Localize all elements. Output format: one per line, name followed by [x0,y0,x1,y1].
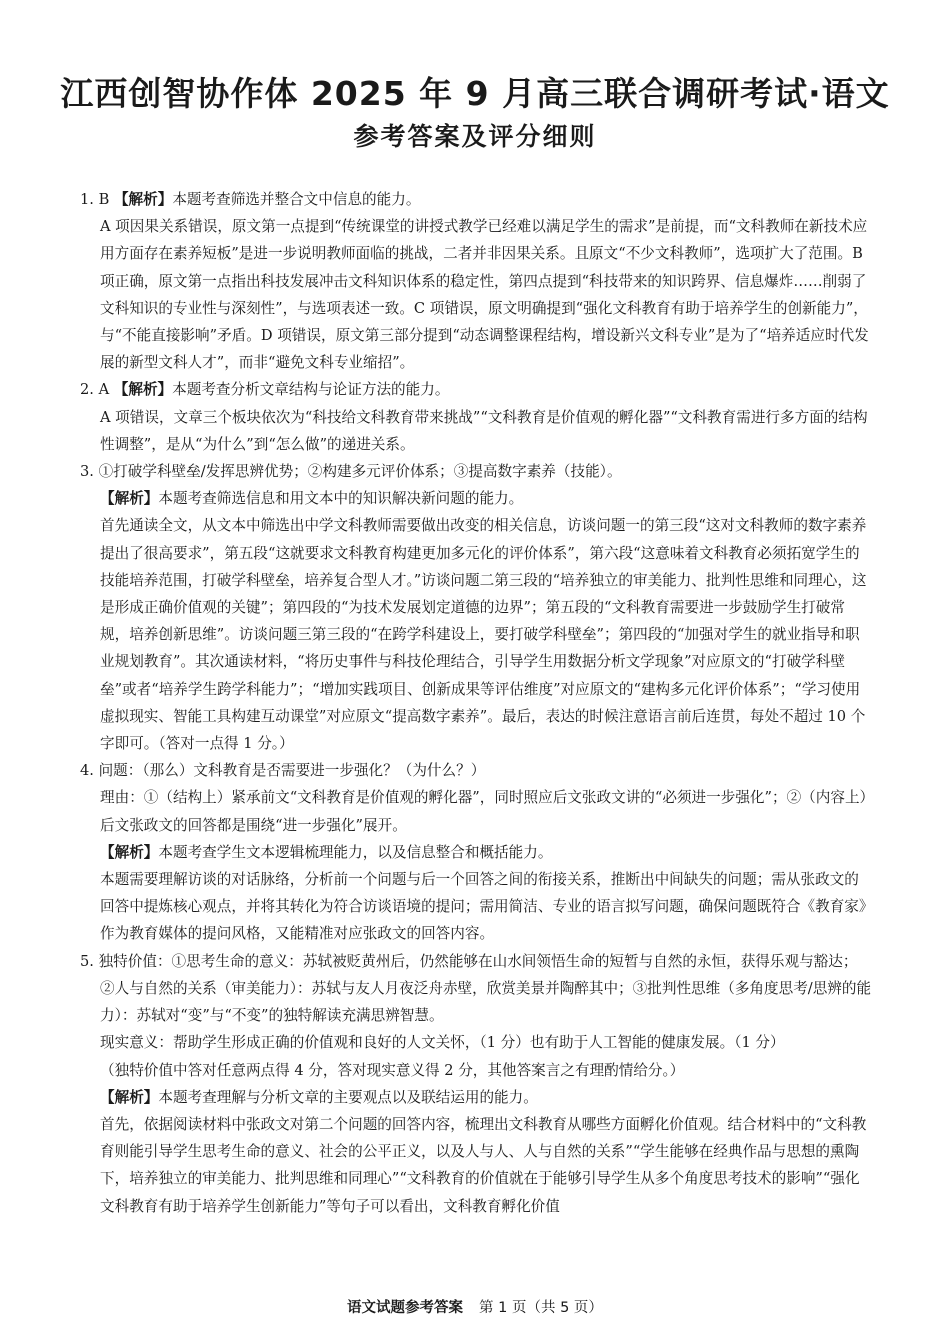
q1-analysis-paragraph: A 项因果关系错误，原文第一点提到“传统课堂的讲授式教学已经难以满足学生的需求”是前提，而“文科教师在新技术应用方面存在素养短板”是进一步说明教师面临的挑战，二者并非因果关系。且原文“不少文科教师”，选项扩大了范围。B 项正确，原文第一点指出科技发展冲击文科知识体系的稳定性，第四点提到“科技带来的知识跨界、信息爆炸……削弱了文科知识的专业性与深刻性”，与选项表述一致。C 项错误，原文明确提到“强化文科教育有助于培养学生的创新能力”，与“不能直接影响”矛盾。D 项错误，原文第三部分提到“动态调整课程结构，增设新兴文科专业”是为了“培养适应时代发展的新型文科人才”，而非“避免文科专业缩招”。 [100,218,869,372]
analysis-label: 【解析】 [100,490,159,508]
q4-analysis-heading [80,839,872,866]
q5-scoring-note: （独特价值中答对任意两点得 4 分，答对现实意义得 2 分，其他答案言之有理酌情给分。） [100,1061,685,1079]
q5-analysis-paragraph: 首先，依据阅读材料中张政文对第二个问题的回答内容，梳理出文科教育从哪些方面孵化价值观。结合材料中的“文科教育则能引导学生思考生命的意义、社会的公平正义，以及人与人、人与自然的关系”“学生能够在经典作品与思想的熏陶下，培养独立的审美能力、批判思维和同理心”“文科教育的价值就在于能够引导学生从多个角度思考技术的影响”“强化文科教育有助于培养学生创新能力”等句子可以看出，文科教育孵化价值 [100,1115,867,1215]
q3-analysis-paragraph: 首先通读全文，从文本中筛选出中学文科教师需要做出改变的相关信息，访谈问题一的第三段“这对文科教师的数字素养提出了很高要求”，第五段“这就要求文科教育构建更加多元化的评价体系”，第六段“这意味着文科教育必须拓宽学生的技能培养范围，打破学科壁垒，培养复合型人才。”访谈问题二第三段的“培养独立的审美能力、批判性思维和同理心，这是形成正确价值观的关键”；第四段的“为技术发展划定道德的边界”；第五段的“文科教育需要进一步鼓励学生打破常规，培养创新思维”。访谈问题三第三段的“在跨学科建设上，要打破学科壁垒”；第四段的“加强对学生的就业指导和职业规划教育”。其次通读材料，“将历史事件与科技伦理结合，引导学生用数据分析文学现象”对应原文的“打破学科壁垒”或者“培养学生跨学科能力”；“增加实践项目、创新成果等评估维度”对应原文的“建构多元化评价体系”；“学习使用虚拟现实、智能工具构建互动课堂”对应原文“提高数字素养”。最后，表达的时候注意语言前后连贯，每处不超过 10 个字即可。（答对一点得 1 分。） [100,517,867,753]
q3-analysis-heading [80,485,872,512]
question-4-answer: 4. 问题：（那么）文科教育是否需要进一步强化？（为什么？） [80,762,486,780]
q2-analysis-intro: 本题考查分析文章结构与论证方法的能力。 [172,381,450,399]
footer-page-number: 第 1 页（共 5 页） [479,1300,603,1316]
footer-label: 语文试题参考答案 [347,1300,464,1316]
q1-analysis-intro: 本题考查筛选并整合文中信息的能力。 [172,191,421,208]
question-3-answer: 3. ①打破学科壁垒/发挥思辨优势；②构建多元评价体系；③提高数字素养（技能）。 [80,463,622,481]
q5-analysis-intro: 本题考查理解与分析文章的主要观点以及联结运用的能力。 [158,1088,538,1106]
q4-analysis-intro: 本题考查学生文本逻辑梳理能力，以及信息整合和概括能力。 [158,843,553,861]
question-2-answer [80,376,872,403]
q3-analysis-intro: 本题考查筛选信息和用文本中的知识解决新问题的能力。 [158,490,524,508]
q4-analysis-paragraph: 本题需要理解访谈的对话脉络，分析前一个问题与后一个回答之间的衔接关系，推断出中间缺失的问题；需从张政文的回答中提炼核心观点，并将其转化为符合访谈语境的提问；需用简洁、专业的语言拟写问题，确保问题既符合《教育家》作为教育媒体的提问风格，又能精准对应张政文的回答内容。 [100,871,867,943]
page-footer [0,1296,950,1317]
analysis-label: 【解析】 [100,1088,159,1106]
q5-analysis-heading [80,1084,872,1111]
answer-content [80,186,872,1220]
analysis-label: 【解析】 [113,191,173,208]
question-1-answer [80,186,872,213]
page-subtitle: 参考答案及评分细则 [353,122,597,151]
q1-answer-label: 1. B [80,191,114,208]
q2-analysis-paragraph: A 项错误，文章三个板块依次为“科技给文科教育带来挑战”“文科教育是价值观的孵化器”“文科教育需进行多方面的结构性调整”，是从“为什么”到“怎么做”的递进关系。 [100,408,868,453]
page-title: 江西创智协作体 2025 年 9 月高三联合调研考试·语文 [60,74,890,113]
q2-answer-label: 2. A [80,381,114,399]
q5-real-meaning: 现实意义：帮助学生形成正确的价值观和良好的人文关怀，（1 分）也有助于人工智能的健康发展。（1 分） [100,1034,785,1052]
q4-reason: 理由：①（结构上）紧承前文“文科教育是价值观的孵化器”，同时照应后文张政文讲的“必须进一步强化”；②（内容上）后文张政文的回答都是围绕“进一步强化”展开。 [100,789,867,834]
analysis-label: 【解析】 [100,843,159,861]
question-5-answer: 5. 独特价值：①思考生命的意义：苏轼被贬黄州后，仍然能够在山水间领悟生命的短暂与自然的永恒，获得乐观与豁达；②人与自然的关系（审美能力）：苏轼与友人月夜泛舟赤壁，欣赏美景并陶醉其中；③批判性思维（多角度思考/思辨的能力）：苏轼对“变”与“不变”的独特解读充满思辨智慧。 [80,952,872,1025]
analysis-label: 【解析】 [113,381,173,399]
